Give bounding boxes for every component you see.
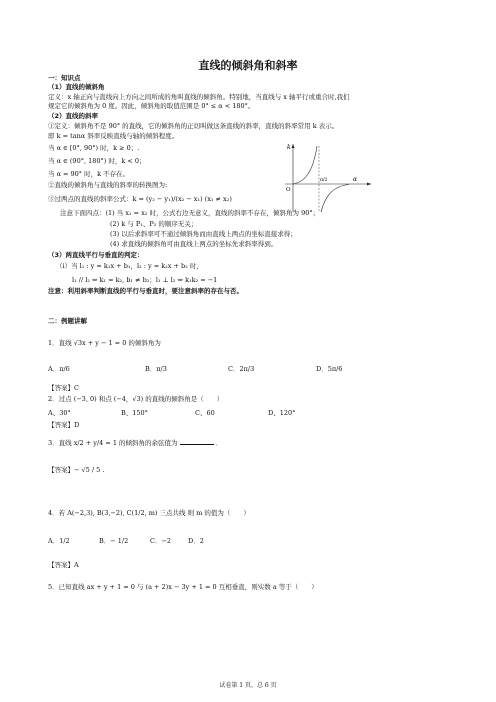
two-point-slope-formula: ③过两点的直线的斜率公式：k = (y₂ − y₁)/(x₂ − x₁) (x₁ ≠ x₂) bbox=[48, 195, 232, 203]
question-3-blank bbox=[180, 438, 214, 445]
answer-1: 【答案】C bbox=[48, 384, 79, 392]
x-axis-arrow bbox=[367, 183, 371, 186]
y-axis-arrow bbox=[292, 144, 295, 148]
note-item-4: (4) 求直线的倾斜角可由直线上两点的坐标先求斜率得到。 bbox=[110, 240, 278, 248]
subheading-slope: （2）直线的斜率 bbox=[48, 112, 99, 120]
question-5: 5．已知直线 ax + y + 1 = 0 与 (a + 2)x − 3y + 1 = 0 互相垂直，则实数 a 等于（ ） bbox=[48, 583, 318, 591]
q4-option-c: C．−2 bbox=[150, 537, 172, 545]
conversion-graph-note: ②直线的倾斜角与直线的斜率的转换图为: bbox=[48, 181, 168, 189]
page-footer: 试卷第 1 页，总 6 页 bbox=[219, 682, 277, 689]
section-heading-knowledge: 一：知识点 bbox=[48, 74, 81, 82]
q2-option-c: C、60 bbox=[195, 409, 215, 417]
q2-option-a: A、30° bbox=[48, 409, 71, 417]
parallel-condition-line-2: l₁ // l₂ ⇔ k₁ = k₂, b₁ ≠ b₂；l₁ ⊥ l₂ ⇔ k₁k₂ = −1 bbox=[72, 276, 218, 284]
subheading-inclination: （1）直线的倾斜角 bbox=[48, 83, 105, 91]
q2-option-b: B、150° bbox=[121, 409, 148, 417]
curve-right-branch bbox=[321, 185, 349, 213]
note-item-2: (2) k 与 P₁、P₂ 的顺序无关； bbox=[110, 220, 198, 228]
section-heading-examples: 二：例题讲解 bbox=[48, 317, 87, 325]
q2-option-d: D、120° bbox=[268, 409, 296, 417]
question-2: 2．过点 (−3, 0) 和点 (−4，√3) 的直线的倾斜角是（ ） bbox=[48, 395, 224, 403]
page-title: 直线的倾斜角和斜率 bbox=[198, 59, 298, 72]
curve-left-branch bbox=[293, 146, 317, 184]
question-3-text: 3．直线 x/2 + y/4 = 1 的倾斜角的余弦值为 bbox=[48, 439, 178, 447]
graph-y-label: k bbox=[287, 144, 291, 151]
q4-option-a: A．1/2 bbox=[48, 537, 70, 545]
slope-case-1: 当 α ∈ [0°, 90°) 时，k ≥ 0；. bbox=[48, 144, 140, 152]
q1-option-c: C．2π/3 bbox=[228, 365, 255, 373]
answer-3: 【答案】− √5 / 5 . bbox=[48, 466, 105, 474]
slope-case-2: 当 α ∈ (90°, 180°) 时，k < 0； bbox=[48, 157, 146, 165]
note-item-1: 注意下面四点：(1) 当 x₁ = x₂ 时，公式右边无意义，直线的斜率不存在，倾斜角为 90°； bbox=[60, 209, 320, 217]
question-1: 1．直线 √3x + y − 1 = 0 的倾斜角为 bbox=[48, 339, 161, 347]
definition-line-2: 规定它的倾斜角为 0 度。因此，倾斜角的取值范围是 0° ≤ α < 180°。 bbox=[48, 102, 255, 110]
graph-tick-label: π/2 bbox=[320, 178, 328, 183]
q1-option-b: B．π/3 bbox=[145, 365, 167, 373]
q4-option-b: B．− 1/2 bbox=[99, 537, 129, 545]
q1-option-a: A．π/6 bbox=[48, 365, 70, 373]
slope-formula-tan: 即 k = tanα 斜率反映直线与轴的倾斜程度。 bbox=[48, 132, 179, 140]
slope-definition: ①定义：倾斜角不是 90° 的直线，它的倾斜角的正切叫做这条直线的斜率，直线的斜率常用 k 表示。 bbox=[48, 122, 339, 130]
warning-note: 注意：利用斜率判断直线的平行与垂直时，要注意斜率的存在与否。 bbox=[48, 287, 243, 295]
answer-4: 【答案】A bbox=[48, 561, 79, 569]
graph-x-label: α bbox=[353, 176, 358, 183]
question-4: 4．若 A(−2,3), B(3,−2), C(1/2, m) 三点共线 则 m 的值为（ ） bbox=[48, 509, 250, 517]
question-3 bbox=[48, 438, 222, 447]
definition-line-1: 定义：x 轴正向与直线向上方向之间所成的角叫直线的倾斜角。特别地，当直线与 x 轴平行或重合时,我们 bbox=[48, 93, 350, 101]
parallel-condition-line-1: （ⅰ）当 l₁ : y = k₁x + b₁，l₂ : y = k₂x + b₂ 时， bbox=[56, 262, 203, 270]
q1-option-d: D．5π/6 bbox=[316, 365, 343, 373]
graph-origin-label: O bbox=[286, 187, 291, 193]
subheading-parallel-perpendicular: （3）两直线平行与垂直的判定： bbox=[48, 251, 144, 259]
answer-2: 【答案】D bbox=[48, 421, 80, 429]
q4-option-d: D．2 bbox=[188, 537, 204, 545]
slope-angle-graph bbox=[283, 142, 373, 214]
slope-case-3: 当 α = 90° 时，k 不存在。 bbox=[48, 170, 130, 178]
question-3-end: ． bbox=[215, 439, 223, 447]
note-item-3: (3) 以后求斜率可不通过倾斜角而由直线上两点的坐标直接求得； bbox=[110, 230, 297, 238]
